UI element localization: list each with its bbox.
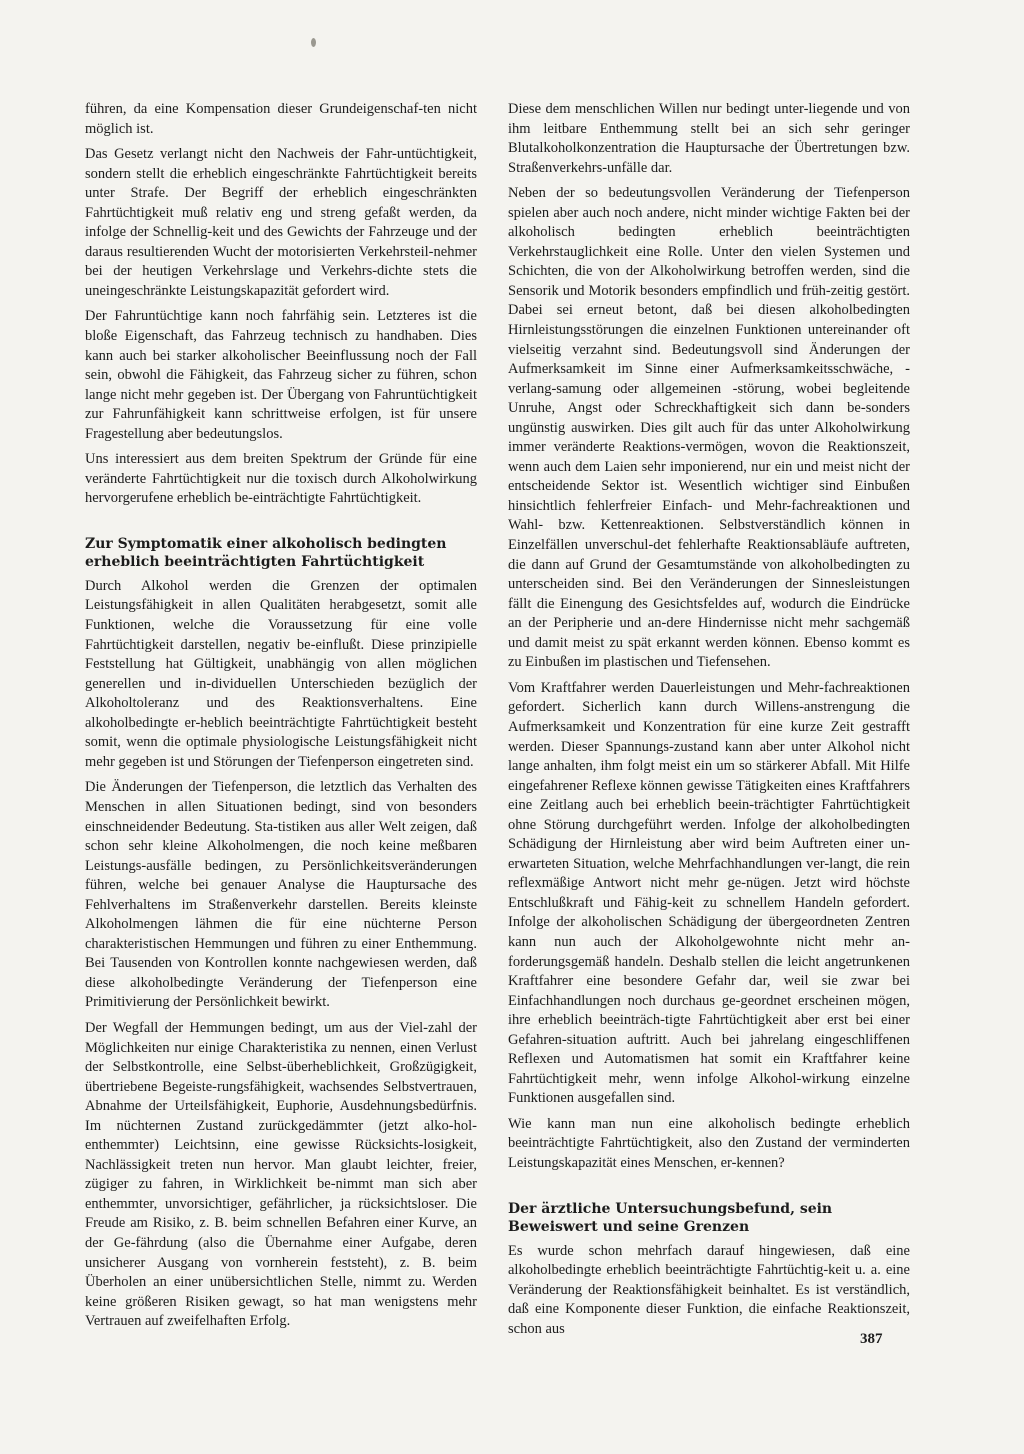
paragraph: Es wurde schon mehrfach darauf hingewiesen, daß eine alkoholbedingte erheblich beeinträchtigte Fahrtüchtig-keit u. a. eine Veränderung der Reaktionsfähigkeit beinhaltet. Es ist verständlich, daß eine Komponente dieser Funktion, die einfache Reaktionszeit, schon aus [508,1242,910,1337]
section-heading: Der ärztliche Untersuchungsbefund, sein Beweiswert und seine Grenzen [508,1200,833,1235]
paragraph: Der Wegfall der Hemmungen bedingt, um aus der Viel-zahl der Möglichkeiten nur einige Charakteristika zu nennen, einen Verlust der Selbstkontrolle, eine Selbst-überheblichkeit, Großzügigkeit, übertriebene Begeiste-rungsfähigkeit, wachsendes Selbstvertrauen, Abnahme der Urteilsfähigkeit, Euphorie, Ausdehnungsbedürfnis. Im nüchternen Zustand zurückgedämmter (jetzt alko-hol-enthemmter) Leichtsinn, eine gewisse Rücksichts-losigkeit, Nachlässigkeit treten nun hervor. Man glaubt leichter, freier, zügiger zu fahren, in Wirklichkeit be-nimmt man sich aber enthemmter, unvorsichtiger, gefährlicher, ja rücksichtsloser. Die Freude am Risiko, z. B. beim schnellen Befahren einer Kurve, an der Ge-fährdung (also die Übernahme einer Aufgabe, deren unsicherer Ausgang von vornherein feststeht), z. B. beim Überholen an einer unübersichtlichen Stelle, nimmt zu. Werden keine größeren Risiken gewagt, so hat man wenigstens mehr Vertrauen auf zweifelhaften Erfolg. [85,1019,477,1330]
paragraph: Das Gesetz verlangt nicht den Nachweis der Fahr-untüchtigkeit, sondern stellt die erheblich eingeschränkte Fahrtüchtigkeit bereits unter Strafe. Der Begriff der erheblich eingeschränkten Fahrtüchtigkeit muß relativ eng und streng gefaßt werden, da infolge der Schnellig-keit und des Gewichts der Fahrzeuge und der daraus resultierenden Wucht der motorisierten Verkehrsteil-nehmer bei der heutigen Verkehrslage und Verkehrs-dichte stets die uneingeschränkte Leistungskapazität gefordert wird. [85,146,477,299]
paragraph: Die Änderungen der Tiefenperson, die letztlich das Verhalten des Menschen in allen Situationen bedingt, sind von besonders einschneidender Bedeutung. Sta-tistiken aus aller Welt zeigen, daß schon sehr kleine Alkoholmengen, die noch keine meßbaren Leistungs-ausfälle bedingen, zu Persönlichkeitsveränderungen führen, welche bei genauer Analyse die Hauptursache des Fehlverhaltens im Straßenverkehr darstellen. Bereits kleinste Alkoholmengen lähmen die für eine nüchterne Person charakteristischen Hemmungen und führen zu einer Enthemmung. Bei Tausenden von Kontrollen konnte nachgewiesen werden, daß diese alkoholbedingte Veränderung der Tiefenperson eine Primitivierung der Persönlichkeit bewirkt. [85,779,477,1011]
section-heading: Zur Symptomatik einer alkoholisch bedingten erheblich beeinträchtigten Fahrtüchtigkeit [85,535,447,570]
paragraph: Der Fahruntüchtige kann noch fahrfähig sein. Letzteres ist die bloße Eigenschaft, das Fahrzeug technisch zu handhaben. Dies kann auch bei starker alkoholischer Beeinflussung noch der Fall sein, obwohl die Fähigkeit, das Fahrzeug sicher zu führen, schon lange nicht mehr gegeben ist. Der Übergang von Fahruntüchtigkeit zur Fahrunfähigkeit kann schrittweise erfolgen, ist für unsere Fragestellung aber bedeutungslos. [85,308,477,442]
scan-speck [311,38,316,47]
paragraph: Wie kann man nun eine alkoholisch bedingte erheblich beeinträchtigte Fahrtüchtigkeit, also den Zustand der verminderten Leistungskapazität eines Menschen, er-kennen? [508,1115,910,1171]
paragraph: führen, da eine Kompensation dieser Grundeigenschaf-ten nicht möglich ist. [85,101,477,137]
right-column [508,100,910,1345]
paragraph: Uns interessiert aus dem breiten Spektrum der Gründe für eine veränderte Fahrtüchtigkeit nur die toxisch durch Alkoholwirkung hervorgerufene erheblich be-einträchtigte Fahrtüchtigkeit. [85,451,477,507]
paragraph: Durch Alkohol werden die Grenzen der optimalen Leistungsfähigkeit in allen Qualitäten herabgesetzt, somit alle Funktionen, welche die Voraussetzung für eine volle Fahrtüchtigkeit darstellen, negativ be-einflußt. Diese prinzipielle Feststellung hat Gültigkeit, unabhängig von allen möglichen generellen und in-dividuellen Unterschieden bezüglich der Alkoholtoleranz und des Reaktionsverhaltens. Eine alkoholbedingte er-heblich beeinträchtigte Fahrtüchtigkeit besteht somit, wenn die optimale physiologische Leistungsfähigkeit nicht mehr gegeben ist und Störungen der Tiefenperson eingetreten sind. [85,577,477,770]
paragraph: Diese dem menschlichen Willen nur bedingt unter-liegende und von ihm leitbare Enthemmung stellt bei an sich sehr geringer Blutalkoholkonzentration die Hauptursache der Übertretungen bzw. Straßenverkehrs-unfälle dar. [508,101,910,176]
left-column [85,100,477,1338]
paragraph: Neben der so bedeutungsvollen Veränderung der Tiefenperson spielen aber auch noch andere, nicht minder wichtige Fakten bei der alkoholisch bedingten erheblich beeinträchtigten Verkehrstauglichkeit eine Rolle. Unter den vielen Systemen und Schichten, die von der Alkoholwirkung betroffen werden, sind die Sensorik und Motorik besonders empfindlich und früh-zeitig gestört. Dabei sei erneut betont, daß bei diesen alkoholbedingten Hirnleistungsstörungen die einzelnen Funktionen untereinander oft vielseitig verzahnt sind. Bedeutungsvoll sind Änderungen der Aufmerksamkeit im Sinne einer Aufmerksamkeitsschwäche, -verlang-samung oder allgemeinen -störung, wobei begleitende Unruhe, Angst oder Schreckhaftigkeit sich dann be-sonders ungünstig auswirken. Dies gilt auch für das unter Alkoholwirkung immer veränderte Reaktions-vermögen, wovon die Reaktionszeit, wenn auch dem Laien sehr imponierend, nur ein und meist nicht der entscheidende Sektor ist. Wesentlich wichtiger sind Einbußen hinsichtlich fehlerfreier Einfach- und Mehr-fachreaktionen und Wahl- bzw. Kettenreaktionen. Selbstverständlich können in Einzelfällen unverschul-det fehlerhafte Reaktionsabläufe auftreten, die dann auf Grund der Gesamtumstände von alkoholbedingten zu unterscheiden sind. Bei den Veränderungen der Sinnesleistungen fällt die Einengung des Gesichtsfeldes auf, wodurch die Eindrücke an der Peripherie und an-dere Hindernisse nicht mehr sachgemäß und damit meist zu spät erkannt werden können. Ebenso kommt es zu Einbußen im plastischen und Tiefensehen. [508,185,910,671]
paragraph: Vom Kraftfahrer werden Dauerleistungen und Mehr-fachreaktionen gefordert. Sicherlich kann durch Willens-anstrengung die Aufmerksamkeit und Konzentration für eine kurze Zeit gestrafft werden. Dieser Spannungs-zustand kann aber unter Alkohol nicht lange anhalten, ihm folgt meist ein um so stärkerer Abfall. Mit Hilfe eingefahrener Reflexe können gewisse Tätigkeiten eines Kraftfahrers eine Zeitlang auch bei erheblich beein-trächtigter Fahrtüchtigkeit ohne Störung durchgeführt werden. Infolge der alkoholbedingten Schädigung der Hirnleistung aber wird beim Auftreten einer un-erwarteten Situation, welche Mehrfachhandlungen ver-langt, die rein reflexmäßige Antwort nicht mehr ge-nügen. Jetzt wird höchste Entschlußkraft und Fähig-keit zu schnellem Handeln gefordert. Infolge der alkoholischen Schädigung der übergeordneten Zentren kann nun auch der Alkoholgewohnte nicht mehr an-forderungsgemäß handeln. Deshalb stellen die leicht angetrunkenen Kraftfahrer eine besondere Gefahr dar, weil sie zwar bei Einfachhandlungen noch durchaus ge-geordnet erscheinen mögen, ihre erheblich beeinträch-tigte Fahrtüchtigkeit aber erst bei einer Gefahren-situation auftritt. Auch bei jahrelang eingeschliffenen Reflexen und Automatismen hat somit ein Kraftfahrer keine Fahrtüchtigkeit mehr, wenn infolge Alkohol-wirkung einzelne Funktionen ausgefallen sind. [508,679,910,1107]
page-number: 387 [860,1331,883,1347]
